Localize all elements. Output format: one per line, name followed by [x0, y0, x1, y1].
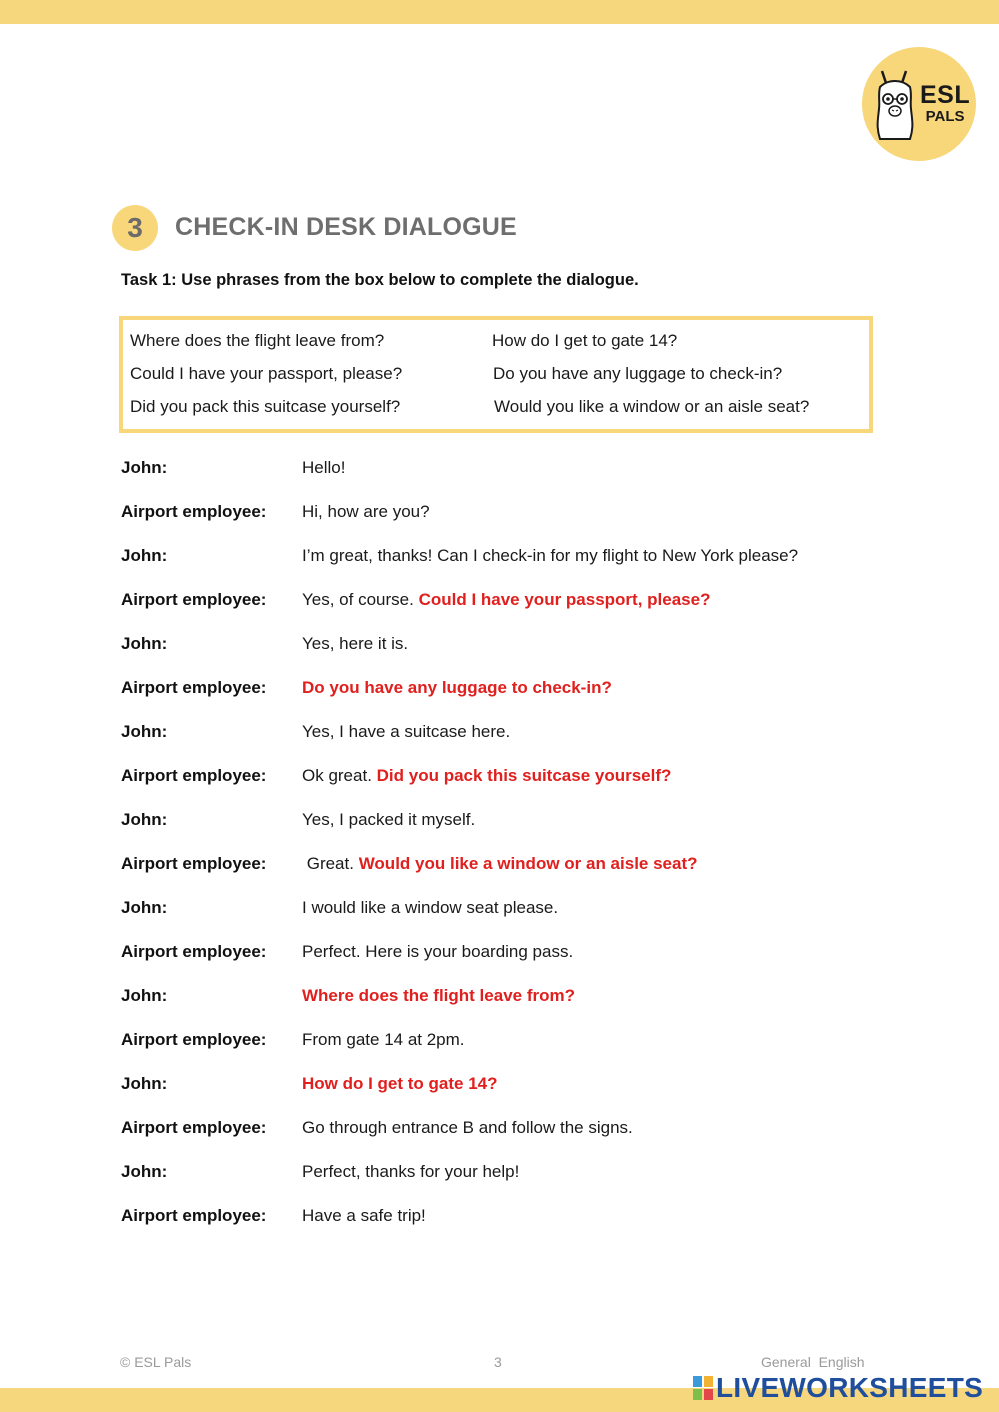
- dialogue-text: I would like a window seat please.: [302, 898, 559, 917]
- dialogue-row: [0, 590, 999, 620]
- dialogue-text: Great.: [302, 854, 359, 873]
- liveworksheets-badge-icon: [693, 1376, 713, 1400]
- badge-square: [693, 1376, 702, 1387]
- dialogue-line: [302, 634, 408, 654]
- speaker-label: Airport employee:: [121, 502, 267, 521]
- speaker-label: Airport employee:: [121, 854, 267, 873]
- dialogue-text: Yes, here it is.: [302, 634, 409, 653]
- dialogue-line: [302, 458, 345, 478]
- dialogue-row: [0, 678, 999, 708]
- dialogue-answer: How do I get to gate 14?: [302, 1074, 498, 1093]
- speaker-label: John:: [121, 898, 168, 917]
- dialogue-line: [302, 986, 575, 1006]
- badge-square: [693, 1389, 702, 1400]
- dialogue-row: [0, 634, 999, 664]
- dialogue-line: [302, 678, 612, 698]
- dialogue-row: [0, 898, 999, 928]
- speaker-label: John:: [121, 546, 168, 565]
- dialogue-line: [302, 766, 671, 786]
- dialogue-line: [302, 1074, 498, 1094]
- speaker-label: Airport employee:: [121, 678, 267, 697]
- dialogue-text: Yes, of course.: [302, 590, 419, 609]
- logo-text-esl: ESL: [920, 81, 971, 109]
- dialogue-line: [302, 1162, 519, 1182]
- dialogue-answer: Do you have any luggage to check-in?: [302, 678, 612, 697]
- dialogue-row: [0, 1030, 999, 1060]
- logo-text: [920, 83, 970, 124]
- top-color-band: [0, 0, 999, 24]
- dialogue-line: [302, 810, 475, 830]
- speaker-label: Airport employee:: [121, 1030, 267, 1049]
- footer-course: General English: [761, 1354, 865, 1370]
- dialogue-text: Hi, how are you?: [302, 502, 430, 521]
- footer-copyright: © ESL Pals: [120, 1354, 192, 1370]
- llama-icon: [872, 65, 918, 145]
- badge-square: [704, 1376, 713, 1387]
- liveworksheets-brand[interactable]: LIVEWORKSHEETS: [716, 1372, 984, 1403]
- dialogue-answer: Would you like a window or an aisle seat?: [358, 854, 698, 873]
- speaker-label: John:: [121, 634, 168, 653]
- footer-page-number: 3: [494, 1354, 502, 1370]
- dialogue-row: [0, 1206, 999, 1236]
- dialogue-text: Yes, I have a suitcase here.: [302, 722, 511, 741]
- speaker-label: Airport employee:: [121, 1118, 267, 1137]
- phrase-option: Did you pack this suitcase yourself?: [130, 397, 401, 416]
- dialogue-text: Hello!: [302, 458, 346, 477]
- dialogue-row: [0, 502, 999, 532]
- dialogue-line: [302, 590, 710, 610]
- phrase-option: Where does the flight leave from?: [130, 331, 385, 350]
- dialogue-text: Have a safe trip!: [302, 1206, 426, 1225]
- dialogue-row: [0, 1074, 999, 1104]
- phrase-option: How do I get to gate 14?: [492, 331, 678, 350]
- dialogue-line: [302, 1030, 465, 1050]
- dialogue-text: Yes, I packed it myself.: [302, 810, 476, 829]
- dialogue-row: [0, 810, 999, 840]
- dialogue-text: Ok great.: [302, 766, 377, 785]
- phrase-option: Could I have your passport, please?: [130, 364, 403, 383]
- dialogue-row: [0, 546, 999, 576]
- dialogue-row: [0, 942, 999, 972]
- esl-pals-logo: [862, 47, 976, 161]
- speaker-label: Airport employee:: [121, 942, 267, 961]
- dialogue-answer: Where does the flight leave from?: [302, 986, 575, 1005]
- dialogue-text: From gate 14 at 2pm.: [302, 1030, 465, 1049]
- logo-text-pals: PALS: [925, 108, 965, 125]
- dialogue-answer: Could I have your passport, please?: [418, 590, 711, 609]
- speaker-label: Airport employee:: [121, 766, 267, 785]
- dialogue-text: Go through entrance B and follow the signs.: [302, 1118, 633, 1137]
- dialogue-answer: Did you pack this suitcase yourself?: [376, 766, 672, 785]
- dialogue-row: [0, 1162, 999, 1192]
- dialogue-line: [302, 942, 573, 962]
- speaker-label: John:: [121, 986, 168, 1005]
- dialogue-text: I’m great, thanks! Can I check-in for my flight to New York please?: [302, 546, 799, 565]
- dialogue-text: Perfect, thanks for your help!: [302, 1162, 520, 1181]
- dialogue-line: [302, 502, 430, 522]
- dialogue-line: [302, 854, 698, 874]
- speaker-label: John:: [121, 1074, 168, 1093]
- speaker-label: John:: [121, 810, 168, 829]
- dialogue-row: [0, 986, 999, 1016]
- phrase-box: [119, 316, 873, 433]
- speaker-label: John:: [121, 458, 168, 477]
- dialogue-line: [302, 1206, 426, 1226]
- task-instruction: Task 1: Use phrases from the box below to complete the dialogue.: [121, 271, 639, 289]
- section-title: CHECK-IN DESK DIALOGUE: [175, 213, 517, 241]
- speaker-label: Airport employee:: [121, 590, 267, 609]
- dialogue-line: [302, 898, 558, 918]
- phrase-option: Do you have any luggage to check-in?: [493, 364, 783, 383]
- badge-square: [704, 1389, 713, 1400]
- dialogue-row: [0, 766, 999, 796]
- dialogue-row: [0, 458, 999, 488]
- speaker-label: Airport employee:: [121, 1206, 267, 1225]
- dialogue-row: [0, 854, 999, 884]
- speaker-label: John:: [121, 722, 168, 741]
- dialogue-line: [302, 1118, 633, 1138]
- dialogue-row: [0, 1118, 999, 1148]
- dialogue-text: Perfect. Here is your boarding pass.: [302, 942, 574, 961]
- phrase-option: Would you like a window or an aisle seat?: [494, 397, 810, 416]
- section-number-badge: 3: [112, 205, 158, 251]
- dialogue-line: [302, 722, 510, 742]
- speaker-label: John:: [121, 1162, 168, 1181]
- dialogue-line: [302, 546, 798, 566]
- dialogue-row: [0, 722, 999, 752]
